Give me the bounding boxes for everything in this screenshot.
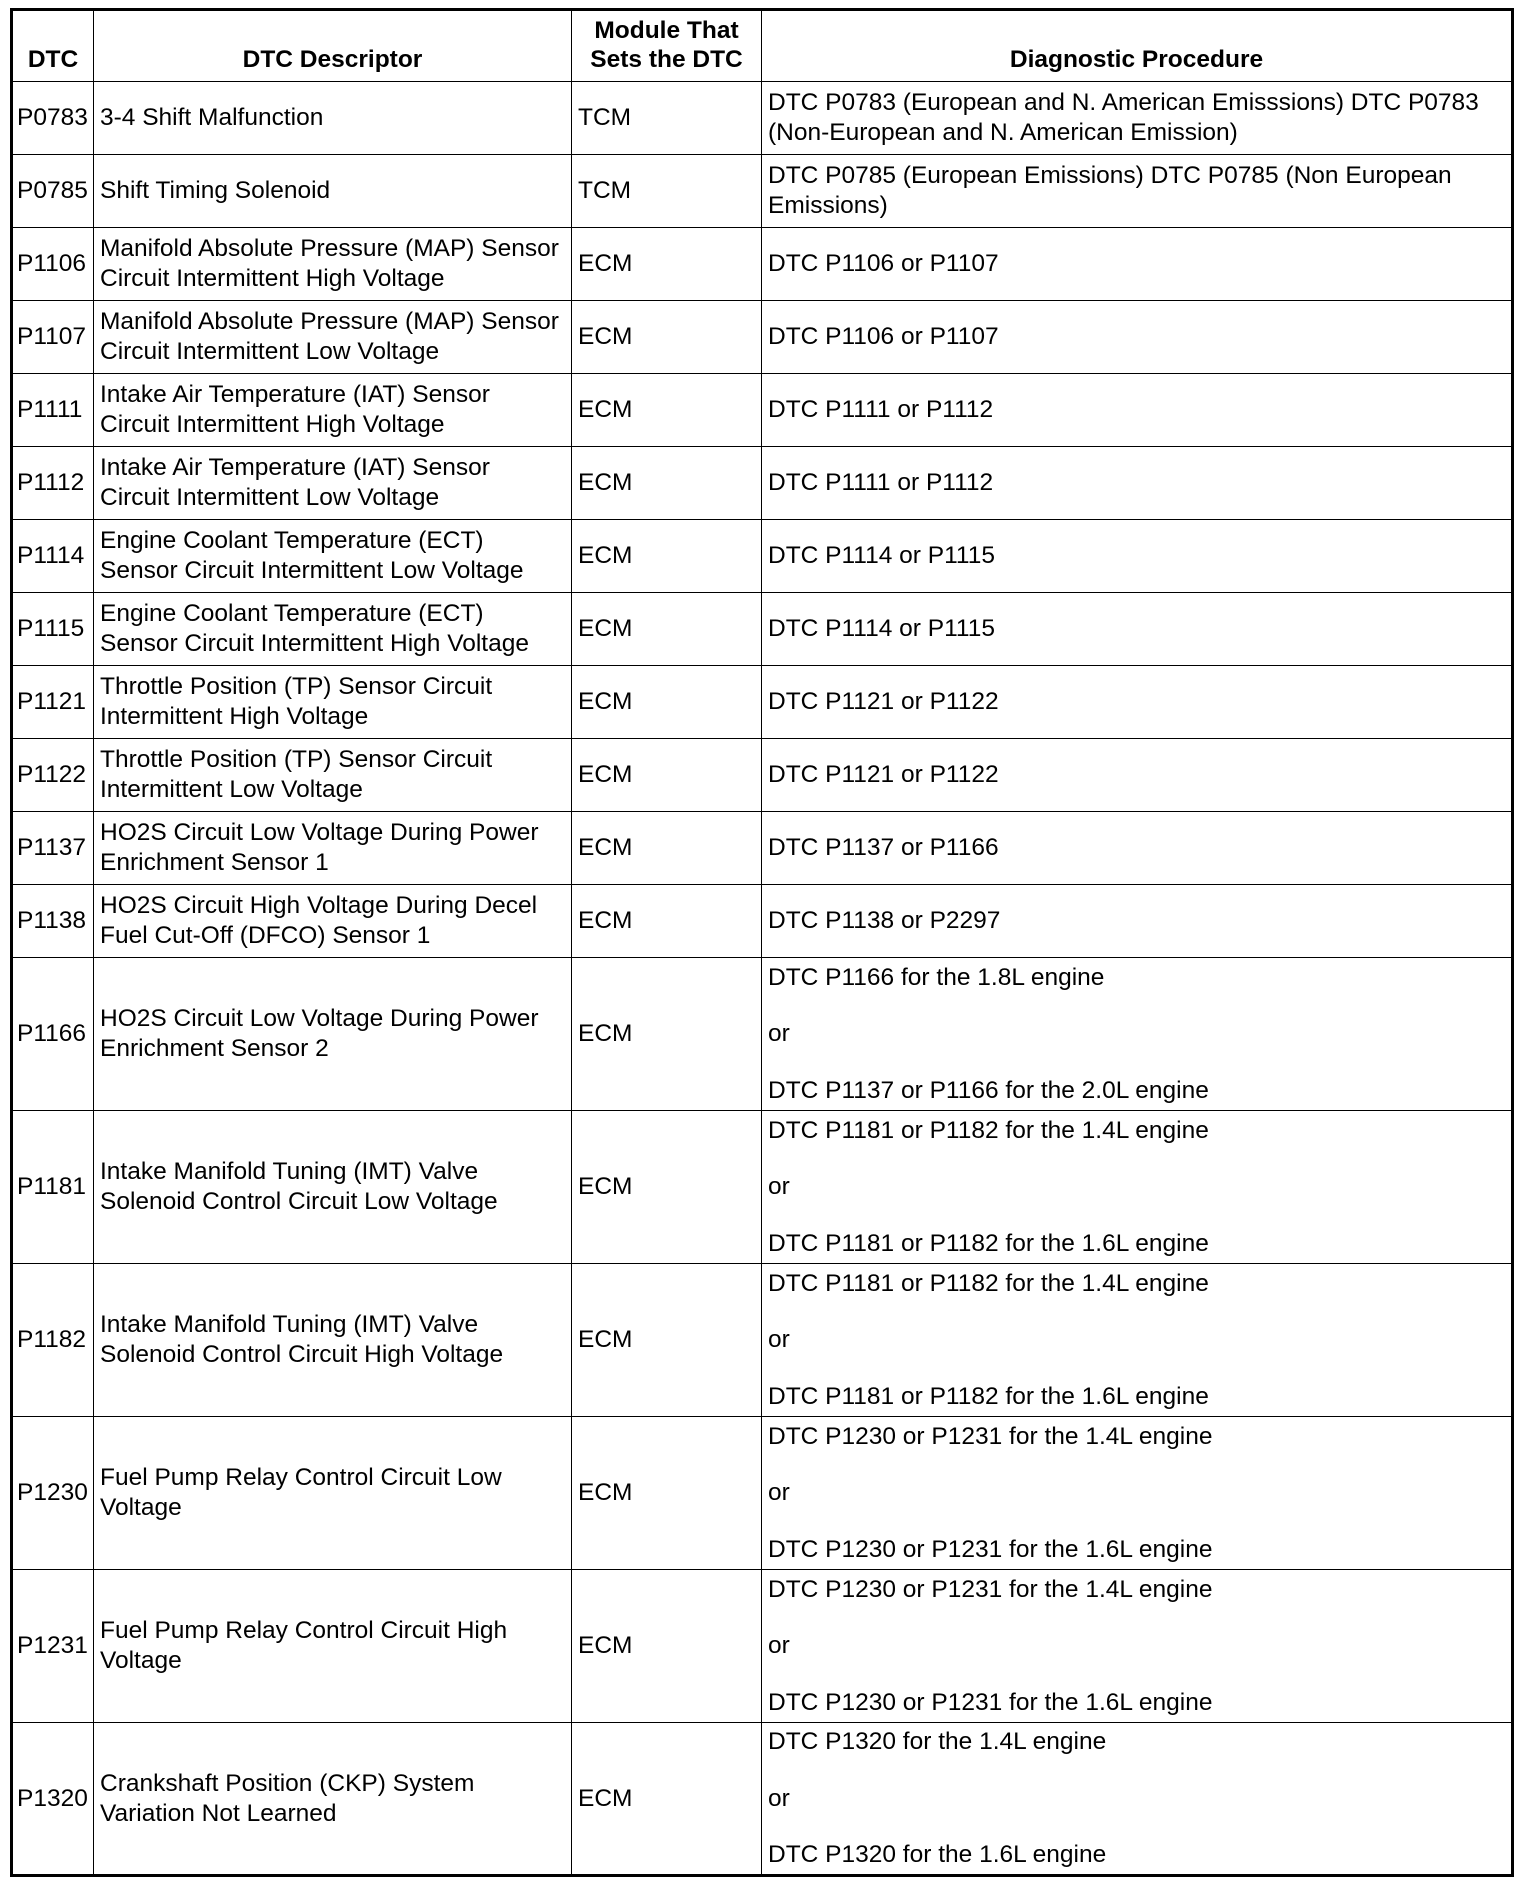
descriptor-cell: Manifold Absolute Pressure (MAP) Sensor Circuit Intermittent Low Voltage xyxy=(94,301,572,374)
procedure-line: DTC P1138 or P2297 xyxy=(768,907,1001,935)
procedure-line: DTC P1230 or P1231 for the 1.6L engine xyxy=(768,1688,1213,1716)
procedure-line: DTC P1111 or P1112 xyxy=(768,469,994,497)
procedure-cell xyxy=(762,1723,1513,1876)
module-cell: TCM xyxy=(572,155,762,228)
module-cell: ECM xyxy=(572,228,762,301)
procedure-line: DTC P1230 or P1231 for the 1.4L engine xyxy=(768,1575,1213,1603)
table-row xyxy=(12,1723,1513,1876)
procedure-line: DTC P1181 or P1182 for the 1.6L engine xyxy=(768,1229,1209,1257)
dtc-code-cell: P1122 xyxy=(12,739,94,812)
procedure-line: DTC P1121 or P1122 xyxy=(768,688,999,716)
procedure-lines xyxy=(768,88,1505,148)
procedure-lines xyxy=(768,161,1505,221)
module-cell: ECM xyxy=(572,1570,762,1723)
table-header xyxy=(12,10,1513,82)
module-cell: ECM xyxy=(572,1111,762,1264)
table-row xyxy=(12,82,1513,155)
header-procedure: Diagnostic Procedure xyxy=(762,10,1513,82)
header-module xyxy=(572,10,762,82)
module-cell: ECM xyxy=(572,885,762,958)
procedure-lines xyxy=(768,906,1505,936)
procedure-lines xyxy=(768,1575,1505,1718)
procedure-lines xyxy=(768,395,1505,425)
procedure-line: DTC P1137 or P1166 for the 2.0L engine xyxy=(768,1076,1209,1104)
table-row xyxy=(12,958,1513,1111)
descriptor-cell: Shift Timing Solenoid xyxy=(94,155,572,228)
procedure-cell xyxy=(762,520,1513,593)
table-row xyxy=(12,301,1513,374)
table-row xyxy=(12,885,1513,958)
descriptor-cell: Intake Manifold Tuning (IMT) Valve Solenoid Control Circuit High Voltage xyxy=(94,1264,572,1417)
procedure-lines xyxy=(768,614,1505,644)
table-row xyxy=(12,812,1513,885)
procedure-or: or xyxy=(768,1479,790,1507)
dtc-code-cell: P1182 xyxy=(12,1264,94,1417)
descriptor-cell: Engine Coolant Temperature (ECT) Sensor Circuit Intermittent Low Voltage xyxy=(94,520,572,593)
procedure-lines xyxy=(768,963,1505,1106)
descriptor-cell: HO2S Circuit Low Voltage During Power Enrichment Sensor 1 xyxy=(94,812,572,885)
procedure-cell xyxy=(762,958,1513,1111)
table-row xyxy=(12,666,1513,739)
dtc-code-cell: P1115 xyxy=(12,593,94,666)
procedure-line: DTC P1181 or P1182 for the 1.4L engine xyxy=(768,1269,1209,1297)
descriptor-cell: Manifold Absolute Pressure (MAP) Sensor Circuit Intermittent High Voltage xyxy=(94,228,572,301)
procedure-line: DTC P1320 for the 1.4L engine xyxy=(768,1728,1107,1755)
descriptor-cell: HO2S Circuit High Voltage During Decel Fuel Cut-Off (DFCO) Sensor 1 xyxy=(94,885,572,958)
table-row xyxy=(12,1570,1513,1723)
procedure-lines xyxy=(768,249,1505,279)
procedure-lines xyxy=(768,1422,1505,1565)
procedure-cell xyxy=(762,812,1513,885)
procedure-cell xyxy=(762,1417,1513,1570)
module-cell: ECM xyxy=(572,447,762,520)
procedure-lines xyxy=(768,687,1505,717)
module-cell: ECM xyxy=(572,666,762,739)
procedure-line: DTC P1106 or P1107 xyxy=(768,323,999,351)
procedure-cell xyxy=(762,374,1513,447)
module-cell: ECM xyxy=(572,958,762,1111)
dtc-code-cell: P1138 xyxy=(12,885,94,958)
module-cell: ECM xyxy=(572,520,762,593)
descriptor-cell: Fuel Pump Relay Control Circuit Low Voltage xyxy=(94,1417,572,1570)
table-row xyxy=(12,155,1513,228)
table-row xyxy=(12,1264,1513,1417)
procedure-line: DTC P1320 for the 1.6L engine xyxy=(768,1841,1107,1869)
procedure-cell xyxy=(762,1111,1513,1264)
table-row xyxy=(12,447,1513,520)
table-row xyxy=(12,374,1513,447)
procedure-cell xyxy=(762,301,1513,374)
dtc-code-cell: P1114 xyxy=(12,520,94,593)
procedure-lines xyxy=(768,1116,1505,1259)
procedure-cell xyxy=(762,447,1513,520)
procedure-cell xyxy=(762,885,1513,958)
descriptor-cell: Intake Manifold Tuning (IMT) Valve Solenoid Control Circuit Low Voltage xyxy=(94,1111,572,1264)
table-row xyxy=(12,520,1513,593)
descriptor-cell: Throttle Position (TP) Sensor Circuit Intermittent Low Voltage xyxy=(94,739,572,812)
procedure-or: or xyxy=(768,1020,790,1048)
descriptor-cell: Crankshaft Position (CKP) System Variation Not Learned xyxy=(94,1723,572,1876)
dtc-code-cell: P0783 xyxy=(12,82,94,155)
procedure-cell xyxy=(762,739,1513,812)
header-dtc: DTC xyxy=(12,10,94,82)
dtc-code-cell: P1230 xyxy=(12,1417,94,1570)
procedure-line: DTC P1121 or P1122 xyxy=(768,761,999,789)
procedure-cell xyxy=(762,155,1513,228)
module-cell: ECM xyxy=(572,1723,762,1876)
procedure-or: or xyxy=(768,1326,790,1354)
dtc-code-cell: P1112 xyxy=(12,447,94,520)
header-module-line2: Sets the DTC xyxy=(590,46,743,74)
descriptor-cell: Intake Air Temperature (IAT) Sensor Circuit Intermittent Low Voltage xyxy=(94,447,572,520)
dtc-code-cell: P1106 xyxy=(12,228,94,301)
module-cell: ECM xyxy=(572,301,762,374)
procedure-line: DTC P1166 for the 1.8L engine xyxy=(768,963,1105,991)
procedure-line: DTC P1230 or P1231 for the 1.4L engine xyxy=(768,1422,1213,1450)
dtc-code-cell: P1121 xyxy=(12,666,94,739)
procedure-cell xyxy=(762,228,1513,301)
procedure-lines xyxy=(768,541,1505,571)
procedure-line: DTC P0783 (European and N. American Emisssions) DTC P0783 (Non-European and N. American Emission) xyxy=(768,89,1479,146)
dtc-code-cell: P1320 xyxy=(12,1723,94,1876)
module-cell: ECM xyxy=(572,374,762,447)
procedure-lines xyxy=(768,833,1505,863)
procedure-cell xyxy=(762,593,1513,666)
table-row xyxy=(12,1417,1513,1570)
module-cell: ECM xyxy=(572,1417,762,1570)
descriptor-cell: HO2S Circuit Low Voltage During Power Enrichment Sensor 2 xyxy=(94,958,572,1111)
procedure-lines xyxy=(768,322,1505,352)
dtc-code-cell: P1181 xyxy=(12,1111,94,1264)
descriptor-cell: Engine Coolant Temperature (ECT) Sensor Circuit Intermittent High Voltage xyxy=(94,593,572,666)
procedure-lines xyxy=(768,1727,1505,1870)
table-row xyxy=(12,1111,1513,1264)
dtc-table xyxy=(10,8,1514,1877)
header-descriptor: DTC Descriptor xyxy=(94,10,572,82)
descriptor-cell: Fuel Pump Relay Control Circuit High Voltage xyxy=(94,1570,572,1723)
dtc-code-cell: P1137 xyxy=(12,812,94,885)
dtc-code-cell: P1111 xyxy=(12,374,94,447)
procedure-or: or xyxy=(768,1632,790,1660)
module-cell: ECM xyxy=(572,739,762,812)
procedure-line: DTC P1114 or P1115 xyxy=(768,542,995,570)
table-row xyxy=(12,739,1513,812)
dtc-code-cell: P1231 xyxy=(12,1570,94,1723)
procedure-line: DTC P0785 (European Emissions) DTC P0785 (Non European Emissions) xyxy=(768,162,1452,219)
procedure-cell xyxy=(762,1264,1513,1417)
descriptor-cell: 3-4 Shift Malfunction xyxy=(94,82,572,155)
procedure-line: DTC P1111 or P1112 xyxy=(768,396,994,424)
procedure-line: DTC P1114 or P1115 xyxy=(768,615,995,643)
procedure-cell xyxy=(762,82,1513,155)
dtc-code-cell: P1107 xyxy=(12,301,94,374)
header-row xyxy=(12,10,1513,82)
module-cell: TCM xyxy=(572,82,762,155)
procedure-or: or xyxy=(768,1173,790,1201)
procedure-lines xyxy=(768,1269,1505,1412)
procedure-line: DTC P1230 or P1231 for the 1.6L engine xyxy=(768,1535,1213,1563)
descriptor-cell: Intake Air Temperature (IAT) Sensor Circuit Intermittent High Voltage xyxy=(94,374,572,447)
procedure-lines xyxy=(768,468,1505,498)
procedure-line: DTC P1181 or P1182 for the 1.4L engine xyxy=(768,1116,1209,1144)
descriptor-cell: Throttle Position (TP) Sensor Circuit Intermittent High Voltage xyxy=(94,666,572,739)
module-cell: ECM xyxy=(572,593,762,666)
table-row xyxy=(12,228,1513,301)
table-body xyxy=(12,82,1513,1876)
procedure-or: or xyxy=(768,1784,790,1812)
procedure-cell xyxy=(762,666,1513,739)
module-cell: ECM xyxy=(572,1264,762,1417)
procedure-line: DTC P1137 or P1166 xyxy=(768,834,999,862)
header-module-line1: Module That xyxy=(594,17,739,45)
procedure-line: DTC P1106 or P1107 xyxy=(768,250,999,278)
procedure-lines xyxy=(768,760,1505,790)
dtc-code-cell: P0785 xyxy=(12,155,94,228)
procedure-line: DTC P1181 or P1182 for the 1.6L engine xyxy=(768,1382,1209,1410)
table-row xyxy=(12,593,1513,666)
procedure-cell xyxy=(762,1570,1513,1723)
dtc-code-cell: P1166 xyxy=(12,958,94,1111)
module-cell: ECM xyxy=(572,812,762,885)
